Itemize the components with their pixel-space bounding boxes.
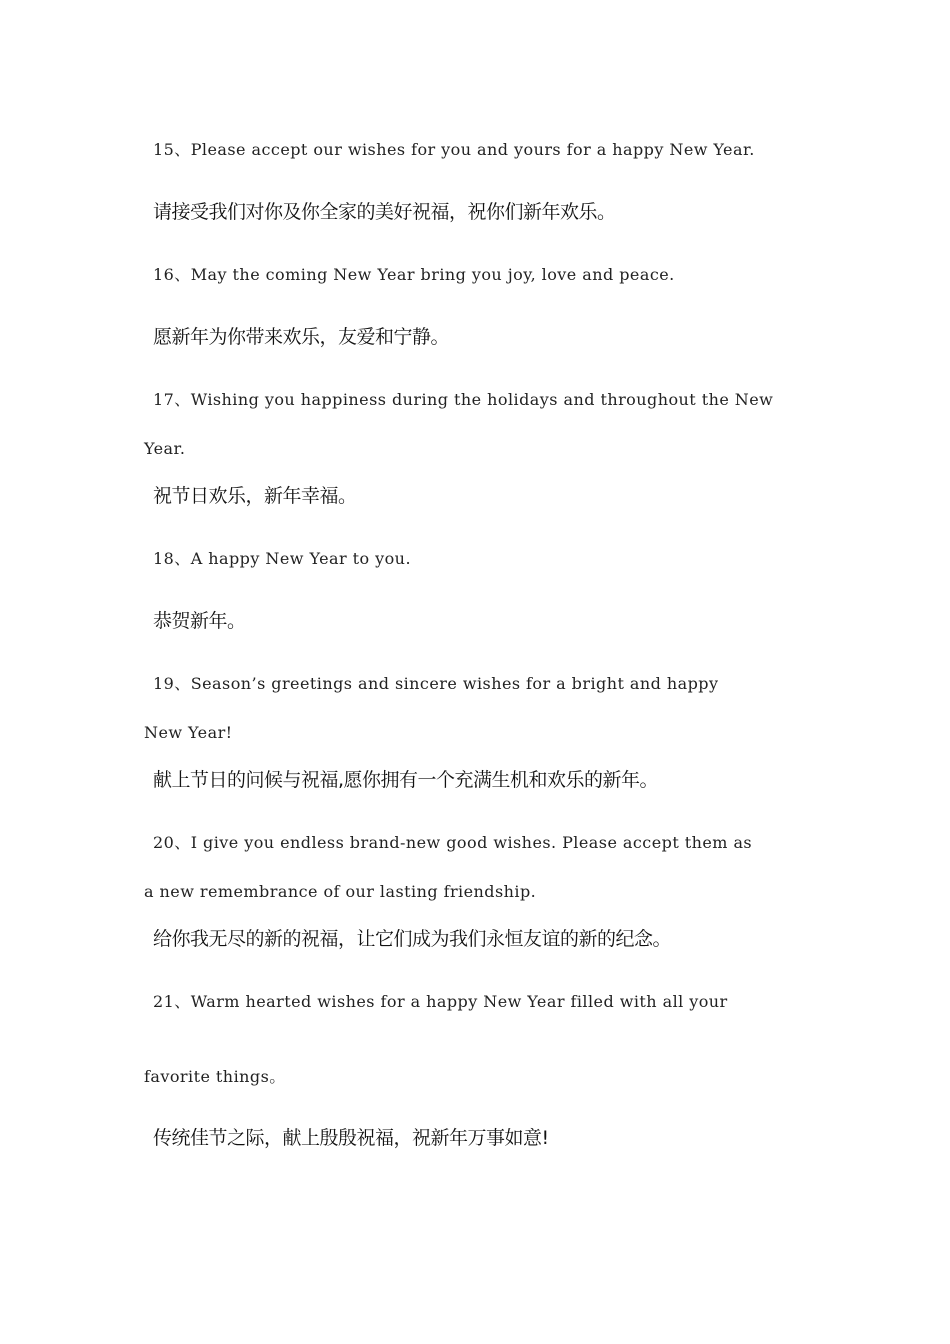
english-line-continuation: favorite things。 — [144, 1067, 286, 1086]
english-line-continuation: New Year! — [144, 723, 233, 742]
english-line: 21、Warm hearted wishes for a happy New Year filled with all your — [153, 992, 728, 1011]
chinese-line: 愿新年为你带来欢乐，友爱和宁静。 — [153, 326, 450, 348]
chinese-line: 传统佳节之际，献上殷殷祝福，祝新年万事如意! — [153, 1127, 549, 1149]
english-line: 16、May the coming New Year bring you joy, love and peace. — [153, 265, 675, 284]
chinese-line: 献上节日的问候与祝福,愿你拥有一个充满生机和欢乐的新年。 — [153, 769, 659, 791]
chinese-line: 给你我无尽的新的祝福，让它们成为我们永恒友谊的新的纪念。 — [153, 928, 672, 950]
english-line-continuation: a new remembrance of our lasting friendship. — [144, 882, 537, 901]
english-line: 17、Wishing you happiness during the holidays and throughout the New — [153, 390, 774, 409]
english-line: 20、I give you endless brand-new good wishes. Please accept them as — [153, 833, 753, 852]
chinese-line: 恭贺新年。 — [153, 610, 246, 632]
english-line: 15、Please accept our wishes for you and yours for a happy New Year. — [153, 140, 755, 159]
english-line: 18、A happy New Year to you. — [153, 549, 411, 568]
english-line: 19、Season’s greetings and sincere wishes for a bright and happy — [153, 674, 719, 693]
chinese-line: 祝节日欢乐，新年幸福。 — [153, 485, 357, 507]
english-line-continuation: Year. — [144, 439, 186, 458]
chinese-line: 请接受我们对你及你全家的美好祝福，祝你们新年欢乐。 — [153, 201, 616, 223]
